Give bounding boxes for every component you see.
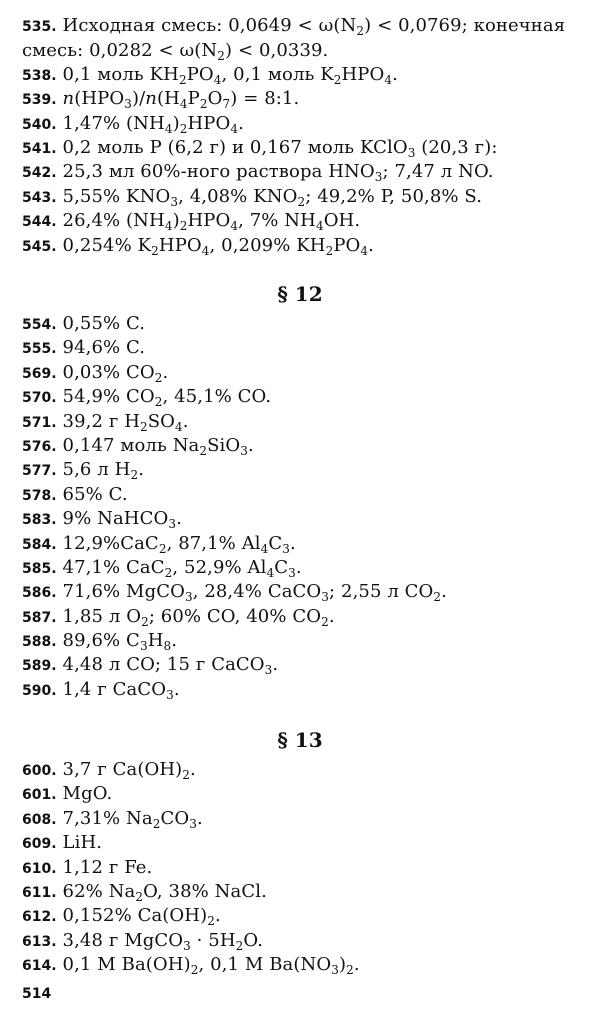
answer-item — [22, 904, 586, 928]
answer-text: 0,1 M $Ba(OH)_2$, 0,1 M $Ba(NO_3)_2$. — [62, 954, 360, 978]
answer-item — [22, 831, 586, 855]
answer-number: 609. — [22, 836, 57, 853]
answers-block-11 — [22, 14, 586, 258]
answer-item — [22, 556, 586, 580]
answer-number: 569. — [22, 365, 57, 382]
answers-block-12 — [22, 312, 586, 702]
answer-text: 1,4 г CaCO$_3$. — [62, 678, 180, 702]
answer-text: 1,85 л $O_2$; 60% CO, 40% $CO_2$. — [62, 605, 335, 629]
answer-item — [22, 782, 586, 806]
answer-text: Исходная смесь: $0,0649 < \omega(N_2) < 0,0769$; конечная смесь: $0,0282 < \omega(N_2) < 0,0339$. — [22, 15, 566, 64]
answer-text: MgO. — [62, 783, 113, 805]
answer-item — [22, 807, 586, 831]
answer-number: 585. — [22, 560, 57, 577]
answer-item — [22, 953, 586, 977]
answer-item — [22, 880, 586, 904]
answer-text: 1,12 г Fe. — [62, 856, 153, 878]
answer-text: 71,6% MgCO$_3$, 28,4% CaCO$_3$; 2,55 л $CO_2$. — [62, 581, 447, 605]
answer-number: 583. — [22, 512, 57, 529]
answer-item — [22, 507, 586, 531]
answer-number: 601. — [22, 787, 57, 804]
answer-text: LiH. — [62, 832, 103, 854]
section-heading-12: § 12 — [277, 282, 323, 306]
answer-item — [22, 580, 586, 604]
answer-number: 555. — [22, 341, 57, 358]
answer-item — [22, 336, 586, 360]
answer-number: 554. — [22, 317, 57, 333]
answer-item — [22, 385, 586, 409]
answer-number: 578. — [22, 487, 57, 504]
page-number: 514 — [22, 986, 52, 1002]
answer-number: 588. — [22, 634, 57, 651]
answer-number: 611. — [22, 884, 57, 901]
answer-item — [22, 483, 586, 507]
answer-number: 577. — [22, 463, 57, 480]
answer-number: 571. — [22, 414, 57, 431]
answer-text: 0,254% $K_2HPO_4$, 0,209% $KH_2PO_4$. — [62, 234, 374, 258]
answer-item — [22, 458, 586, 482]
answer-text: 5,55% $KNO_3$, 4,08% $KNO_2$; 49,2% P, 50,8% S. — [62, 185, 483, 209]
answer-text: 89,6% $C_3H_8$. — [62, 630, 178, 654]
answer-number: 608. — [22, 811, 57, 828]
answer-item — [22, 678, 586, 702]
answer-item — [22, 653, 586, 677]
answer-number: 538. — [22, 67, 57, 84]
answer-item — [22, 361, 586, 385]
answer-text: 54,9% $CO_2$, 45,1% CO. — [62, 386, 272, 410]
answer-text: 25,3 мл 60%-ного раствора $HNO_3$; 7,47 л NO. — [62, 161, 494, 185]
answer-number: 545. — [22, 238, 57, 255]
answer-number: 543. — [22, 189, 57, 206]
answer-number: 589. — [22, 658, 57, 675]
answer-text: 0,03% $CO_2$. — [62, 361, 169, 385]
answer-item — [22, 160, 586, 184]
answer-item — [22, 929, 586, 953]
answer-text: 1,47% $(NH_4)_2HPO_4$. — [62, 112, 244, 136]
answer-text: 9% NaHCO$_3$. — [62, 508, 182, 532]
answer-text: 0,1 моль $KH_2PO_4$, 0,1 моль $K_2HPO_4$. — [62, 63, 398, 87]
answer-number: 576. — [22, 438, 57, 455]
answer-item — [22, 312, 586, 336]
answer-item — [22, 605, 586, 629]
answer-number: 613. — [22, 933, 57, 950]
answer-item — [22, 410, 586, 434]
answer-number: 587. — [22, 609, 57, 626]
answer-text: 0,147 моль $Na_2SiO_3$. — [62, 434, 254, 458]
answer-text: 47,1% CaC$_2$, 52,9% $Al_4C_3$. — [62, 556, 302, 580]
answer-text: 0,152% $Ca(OH)_2$. — [62, 905, 221, 929]
answer-text: 65% C. — [62, 483, 128, 505]
answer-number: 590. — [22, 682, 57, 699]
answer-item — [22, 14, 586, 63]
answer-number: 586. — [22, 585, 57, 602]
section-heading-13: § 13 — [277, 728, 323, 752]
answer-text: 12,9%CaC$_2$, 87,1% $Al_4C_3$. — [62, 532, 296, 556]
answer-item — [22, 234, 586, 258]
answer-text: 5,6 л $H_2$. — [62, 459, 145, 483]
answer-text: 39,2 г $H_2SO_4$. — [62, 410, 189, 434]
answer-item — [22, 629, 586, 653]
answers-block-13 — [22, 758, 586, 978]
answer-text: 94,6% C. — [62, 337, 146, 359]
answer-text: 4,48 л CO; 15 г CaCO$_3$. — [62, 654, 279, 678]
answer-number: 541. — [22, 140, 57, 157]
answer-number: 570. — [22, 390, 57, 407]
answer-number: 612. — [22, 909, 57, 926]
answer-item — [22, 185, 586, 209]
answer-text: 3,7 г $Ca(OH)_2$. — [62, 759, 196, 782]
answer-item — [22, 63, 586, 87]
answer-text: 7,31% $Na_2CO_3$. — [62, 807, 203, 831]
answer-number: 584. — [22, 536, 57, 553]
answer-text: $n(HPO_3)/n(H_4P_2O_7)$ = 8:1. — [62, 88, 300, 112]
answer-text: 0,2 моль P (6,2 г) и 0,167 моль KClO$_3$ (20,3 г): — [62, 136, 498, 160]
answer-number: 539. — [22, 92, 57, 109]
answer-number: 544. — [22, 214, 57, 231]
answer-item — [22, 758, 586, 782]
answer-text: 26,4% $(NH_4)_2HPO_4$, 7% $NH_4OH$. — [62, 210, 361, 234]
answer-number: 535. — [22, 19, 57, 35]
answer-number: 542. — [22, 165, 57, 182]
answer-item — [22, 87, 586, 111]
answer-text: 3,48 г MgCO$_3$ · $5H_2O$. — [62, 929, 264, 953]
answer-item — [22, 434, 586, 458]
answer-item — [22, 112, 586, 136]
answer-number: 540. — [22, 116, 57, 133]
answer-item — [22, 856, 586, 880]
answer-number: 600. — [22, 763, 57, 779]
answer-number: 614. — [22, 958, 57, 975]
answer-text: 62% $Na_2O$, 38% NaCl. — [62, 880, 267, 904]
answer-item — [22, 136, 586, 160]
answer-number: 610. — [22, 860, 57, 877]
answer-item — [22, 209, 586, 233]
answer-text: 0,55% C. — [62, 313, 146, 334]
answer-item — [22, 532, 586, 556]
